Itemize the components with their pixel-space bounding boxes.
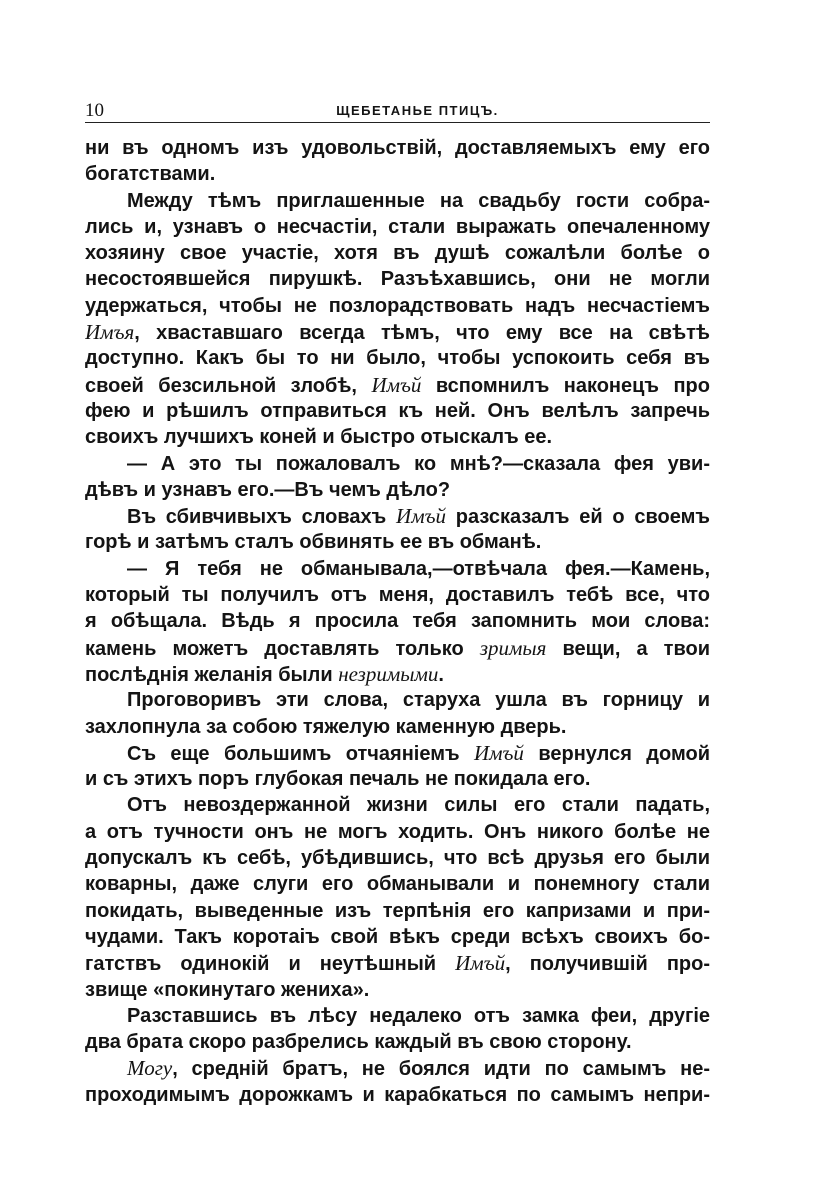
text-line (85, 950, 710, 976)
text-segment: камень можетъ доставлять только (85, 637, 480, 660)
text-line: чудами. Такъ коротаіъ свой вѣкъ среди всѣхъ своихъ бо- (85, 925, 710, 948)
italic-word: Имъй (371, 372, 422, 397)
text-segment: вещи, а твои (546, 637, 710, 660)
text-line: своихъ лучшихъ коней и быстро отыскалъ ее. (85, 426, 553, 449)
text-line: Проговоривъ эти слова, старуха ушла въ горницу и (127, 689, 710, 712)
text-segment: вернулся домой (523, 742, 710, 765)
text-line: Между тѣмъ приглашенные на свадьбу гости собра- (127, 189, 710, 212)
text-segment: вспомнилъ наконецъ про (421, 374, 710, 397)
body-text (85, 135, 710, 1108)
text-line (85, 635, 710, 661)
text-line: коварны, даже слуги его обманывали и понемногу стали (85, 873, 710, 896)
text-line: покидать, выведенные изъ терпѣнія его капризами и при- (85, 899, 710, 922)
text-line: Разставшись въ лѣсу недалеко отъ замка феи, другіе (127, 1004, 710, 1027)
text-segment: , средній братъ, не боялся идти по самымъ не- (172, 1058, 710, 1081)
text-line: а отъ тучности онъ не могъ ходить. Онъ никого болѣе не (85, 820, 710, 843)
text-segment: . (438, 663, 444, 686)
text-segment: разсказалъ ей о своемъ (446, 506, 710, 529)
text-line: несостоявшейся пирушкѣ. Разъѣхавшись, они не могли (85, 268, 710, 291)
text-line: фею и рѣшилъ отправиться къ ней. Онъ велѣлъ запречь (85, 399, 710, 422)
text-segment: , получившій про- (505, 953, 710, 976)
text-segment: Съ еще большимъ отчаяніемъ (127, 742, 474, 765)
text-segment: послѣднія желанія были (85, 663, 339, 686)
text-line: — А это ты пожаловалъ ко мнѣ?—сказала фея уви- (127, 452, 710, 475)
page-number: 10 (85, 100, 104, 121)
text-line (85, 503, 710, 529)
text-line: который ты получилъ отъ меня, доставилъ тебѣ все, что (85, 584, 710, 607)
text-line: Отъ невоздержанной жизни силы его стали падать, (127, 794, 710, 817)
text-line: горѣ и затѣмъ сталъ обвинять ее въ обманѣ. (85, 531, 542, 554)
text-segment: своей безсильной злобѣ, (85, 374, 372, 397)
page-header (85, 100, 710, 120)
header-rule (85, 122, 710, 123)
text-line: хозяину свое участіе, хотя въ душѣ сожалѣли болѣе о (85, 242, 710, 265)
text-line: — Я тебя не обманывала,—отвѣчала фея.—Камень, (127, 557, 710, 580)
text-line (85, 372, 710, 398)
text-line (85, 661, 710, 687)
text-line: доступно. Какъ бы то ни было, чтобы успокоить себя въ (85, 347, 710, 370)
text-line: допускалъ къ себѣ, убѣдившись, что всѣ друзья его были (85, 847, 710, 870)
text-line: звище «покинутаго жениха». (85, 978, 370, 1001)
italic-word: зримыя (479, 635, 547, 660)
running-title: ЩЕБЕТАНЬЕ ПТИЦЪ. (336, 103, 499, 118)
text-line: проходимымъ дорожкамъ и карабкаться по самымъ непри- (85, 1083, 710, 1106)
text-line: и съ этихъ поръ глубокая печаль не покидала его. (85, 768, 591, 791)
italic-word: незримыми (338, 661, 439, 686)
text-line: удержаться, чтобы не позлорадствовать надъ несчастіемъ (85, 294, 710, 317)
italic-word: Имъй (396, 504, 447, 529)
italic-word: Могу (127, 1056, 173, 1081)
italic-word: Имъя (85, 320, 135, 345)
text-line: я обѣщала. Вѣдь я просила тебя запомнить мои слова: (85, 610, 710, 633)
text-line: ни въ одномъ изъ удовольствій, доставляемыхъ ему его (85, 137, 710, 159)
text-line: дѣвъ и узнавъ его.—Въ чемъ дѣло? (85, 478, 451, 501)
text-line: захлопнула за собою тяжелую каменную дверь. (85, 715, 567, 738)
text-line (85, 740, 710, 766)
text-line: лись и, узнавъ о несчастіи, стали выражать опечаленному (85, 215, 710, 238)
text-segment: гатствъ одинокій и неутѣшный (85, 953, 456, 976)
italic-word: Имъй (473, 740, 524, 765)
text-line (85, 319, 710, 345)
text-line: два брата скоро разбрелись каждый въ свою сторону. (85, 1031, 632, 1054)
text-segment: , хваставшаго всегда тѣмъ, что ему все на свѣтѣ (134, 322, 710, 345)
text-line (85, 1055, 710, 1081)
text-segment: Въ сбивчивыхъ словахъ (127, 506, 397, 529)
italic-word: Имъй (455, 951, 506, 976)
text-line: богатствами. (85, 163, 216, 186)
